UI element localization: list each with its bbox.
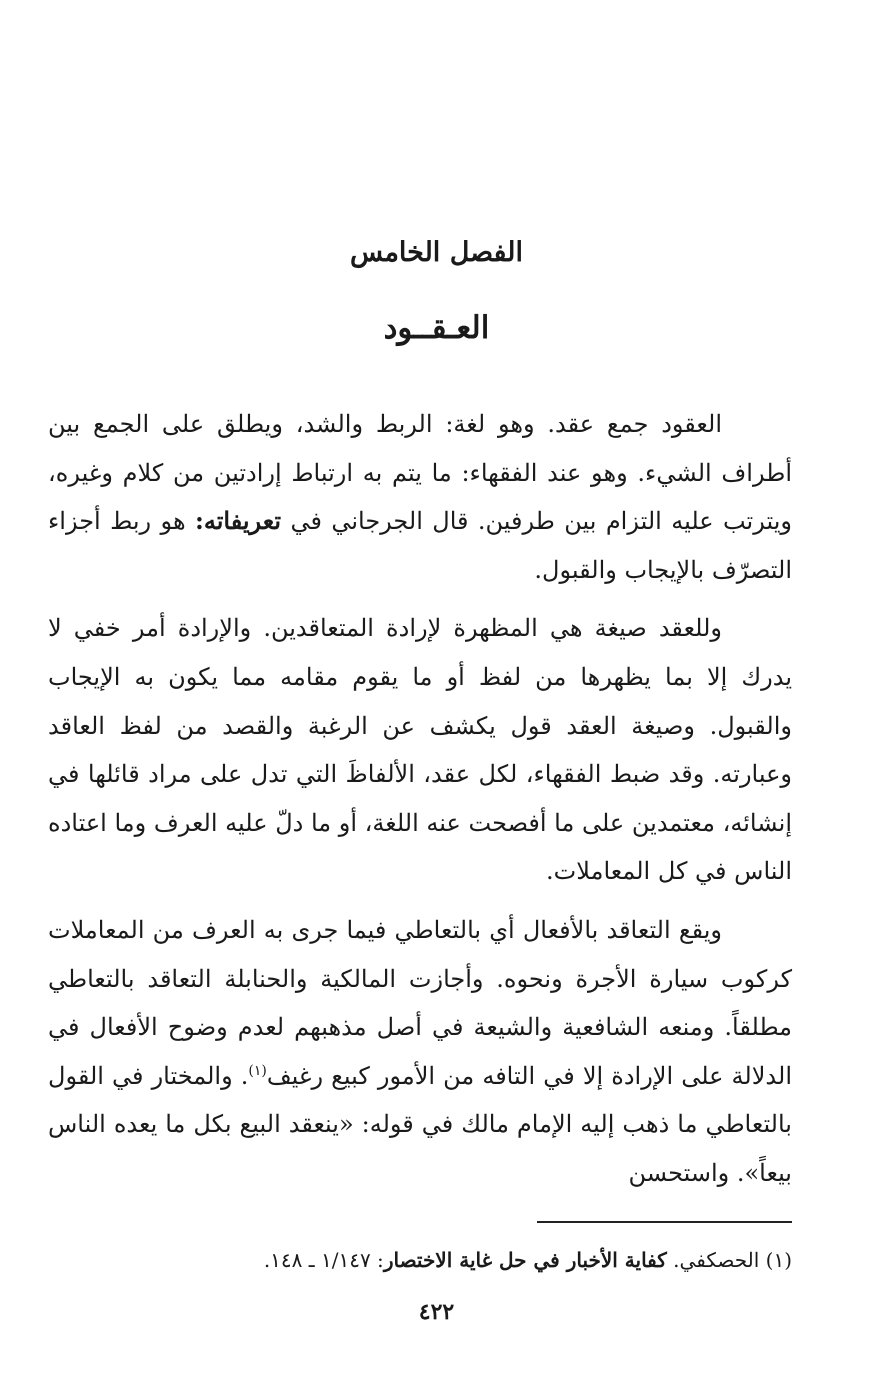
- footnote-divider: [537, 1221, 792, 1223]
- footnote-author: الحصكفي.: [666, 1248, 766, 1272]
- footnote-reference-pages: : ١/١٤٧ ـ ١٤٨.: [263, 1248, 384, 1272]
- paragraph-3-text: ويقع التعاقد بالأفعال أي بالتعاطي فيما جرى به العرف من المعاملات كركوب سيارة الأجرة ونحوه. وأجازت المالكية والحنابلة التعاقد بالتعاطي مطلقاً. ومنعه الشافعية والشيعة في أصل مذهبهم لعدم وضوح الأفعال في الدلالة على الإرادة إلا في التافه من الأمور كبيع رغيف: [48, 915, 792, 1090]
- footnote: [48, 1243, 792, 1277]
- body-text: [48, 400, 792, 1208]
- paragraph-1: [48, 400, 792, 594]
- paragraph-1-bold-term: تعريفاته:: [195, 506, 282, 536]
- chapter-title: الفصل الخامس: [350, 237, 523, 268]
- footnote-number: (١): [765, 1248, 792, 1272]
- page-number: ٤٢٢: [418, 1299, 455, 1325]
- section-title: العـقــود: [383, 310, 490, 346]
- footnote-book-title: كفاية الأخبار في حل غاية الاختصار: [383, 1248, 667, 1272]
- paragraph-3-tail: . والمختار في القول بالتعاطي ما ذهب إليه الإمام مالك في قوله: «ينعقد البيع بكل ما يعده الناس بيعاً». واستحسن: [48, 1061, 792, 1187]
- paragraph-1-tail: هو ربط أجزاء التصرّف بالإيجاب والقبول.: [48, 507, 792, 584]
- paragraph-2: وللعقد صيغة هي المظهرة لإرادة المتعاقدين. والإرادة أمر خفي لا يدرك إلا بما يظهرها من لفظ أو ما يقوم مقامه مما يكون به الإيجاب والقبول. وصيغة العقد قول يكشف عن الرغبة والقصد من لفظ العاقد وعبارته. وقد ضبط الفقهاء، لكل عقد، الألفاظَ التي تدل على مراد قائلها في إنشائه، معتمدين على ما أفصحت عنه اللغة، أو ما دلّ عليه العرف وما اعتاده الناس في كل المعاملات.: [48, 614, 793, 886]
- paragraph-3: [48, 906, 792, 1198]
- paragraph-1-text: العقود جمع عقد. وهو لغة: الربط والشد، ويطلق على الجمع بين أطراف الشيء. وهو عند الفقهاء: ما يتم به ارتباط إرادتين من كلام وغيره، ويترتب عليه التزام بين طرفين. قال الجرجاني في: [48, 410, 792, 536]
- footnote-reference: (١): [248, 1062, 267, 1079]
